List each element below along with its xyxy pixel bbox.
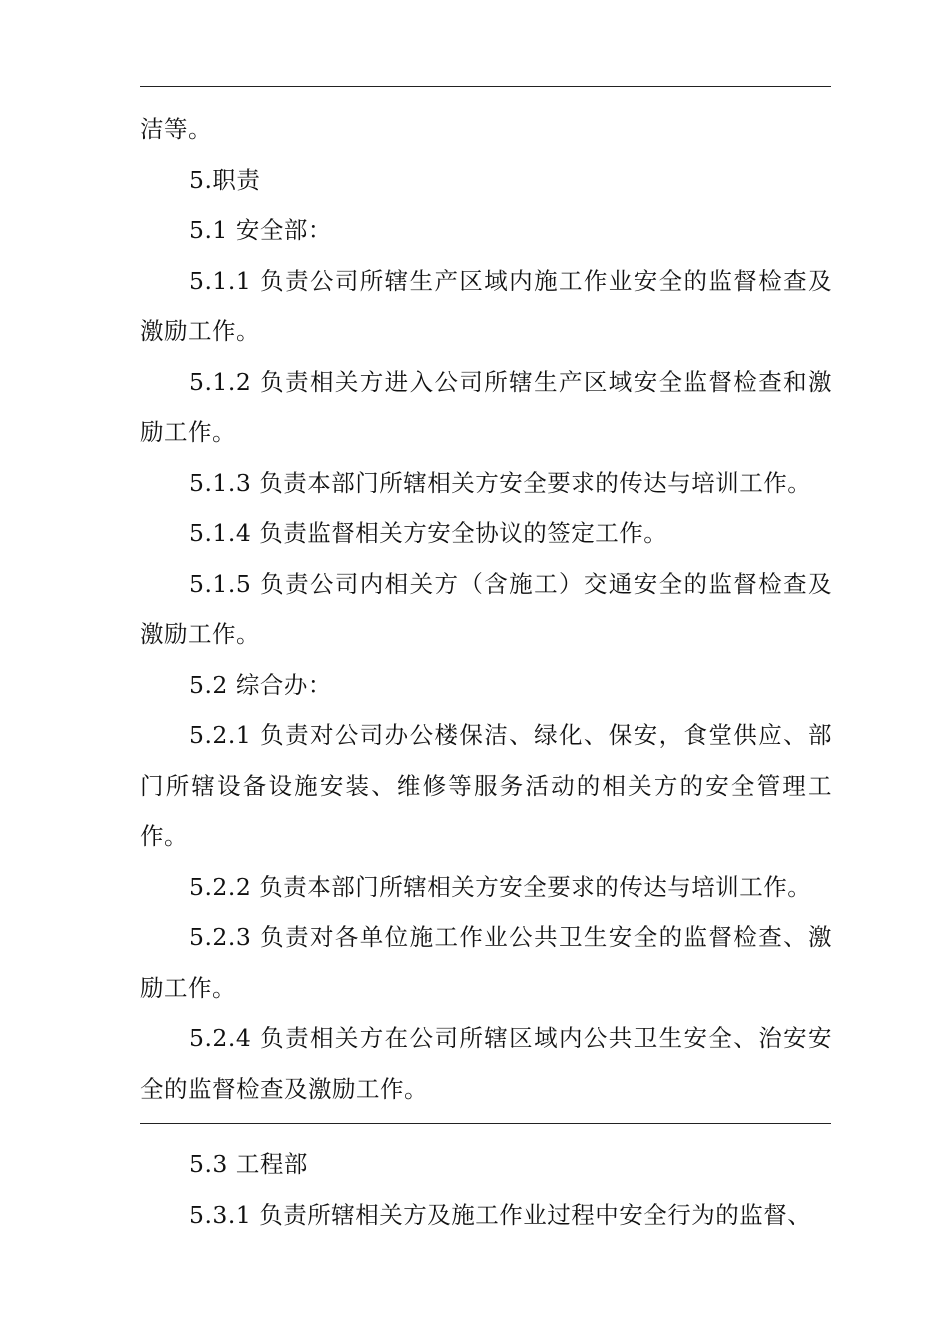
top-rule — [140, 86, 831, 87]
paragraph: 洁等。 — [140, 115, 212, 143]
paragraph: 5.2.2 负责本部门所辖相关方安全要求的传达与培训工作。 — [189, 872, 812, 901]
page-break-rule — [140, 1123, 831, 1124]
subsection-heading-safety-dept: 5.1 安全部： — [189, 216, 332, 244]
paragraph: 5.1.4 负责监督相关方安全协议的签定工作。 — [189, 519, 668, 547]
paragraph: 5.1.5 负责公司内相关方（含施工）交通安全的监督检查及激励工作。 — [140, 569, 832, 648]
paragraph: 5.1.2 负责相关方进入公司所辖生产区域安全监督检查和激励工作。 — [140, 367, 832, 446]
paragraph: 5.1.1 负责公司所辖生产区域内施工作业安全的监督检查及激励工作。 — [140, 266, 832, 345]
paragraph: 5.2.3 负责对各单位施工作业公共卫生安全的监督检查、激励工作。 — [140, 923, 832, 1002]
paragraph: 5.1.3 负责本部门所辖相关方安全要求的传达与培训工作。 — [189, 468, 812, 497]
paragraph: 5.3.1 负责所辖相关方及施工作业过程中安全行为的监督、 — [189, 1200, 812, 1229]
page-body-lower — [140, 1139, 832, 1240]
paragraph: 5.2.1 负责对公司办公楼保洁、绿化、保安，食堂供应、部门所辖设备设施安装、维修等服务活动的相关方的安全管理工作。 — [140, 721, 832, 850]
page-body-upper — [140, 104, 832, 1114]
subsection-heading-general-office: 5.2 综合办： — [189, 670, 332, 699]
section-heading-duties: 5.职责 — [189, 165, 261, 194]
subsection-heading-engineering-dept: 5.3 工程部 — [189, 1150, 308, 1178]
paragraph: 5.2.4 负责相关方在公司所辖区域内公共卫生安全、治安安全的监督检查及激励工作。 — [140, 1024, 832, 1103]
